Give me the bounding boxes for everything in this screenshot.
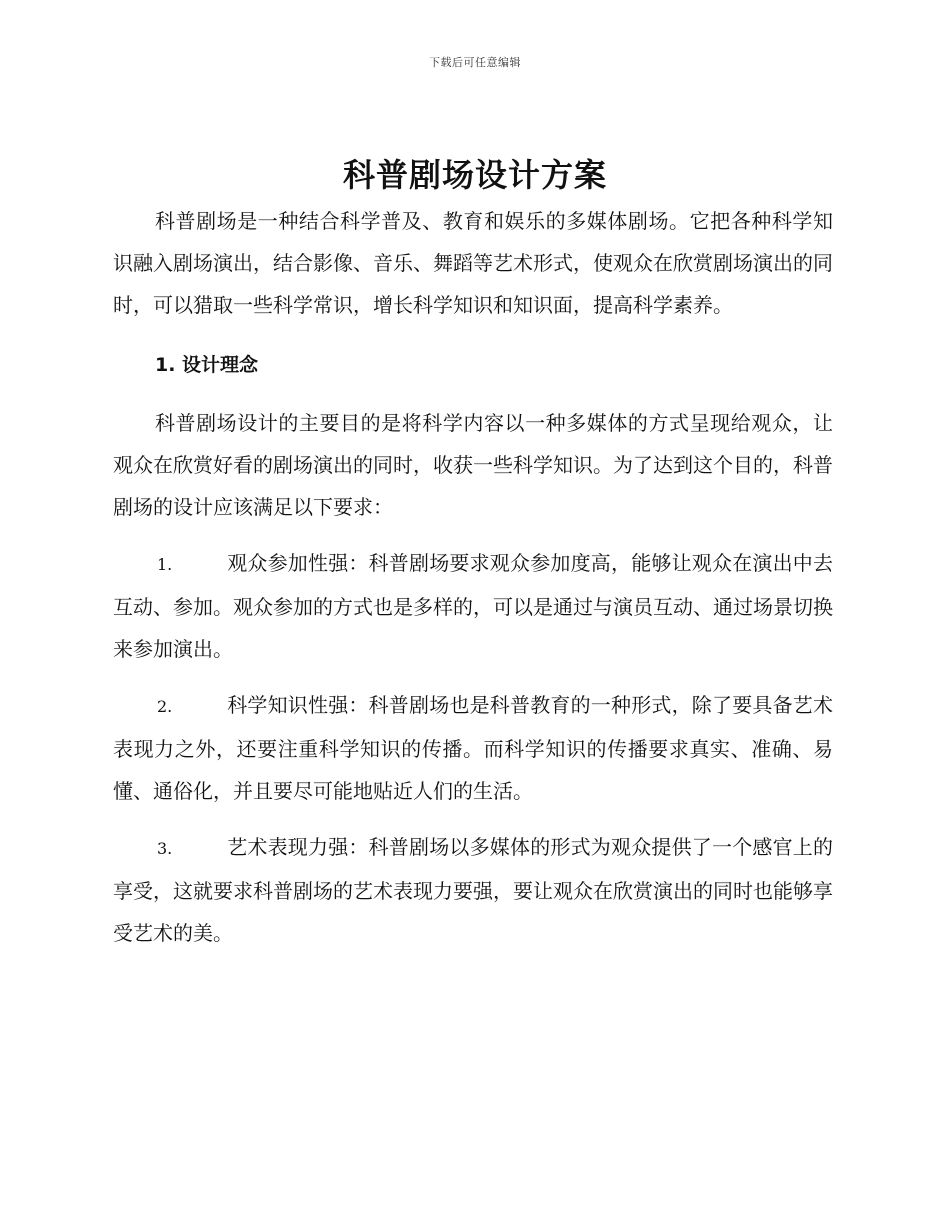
page-header-note: 下载后可任意编辑 xyxy=(429,56,521,69)
document-body xyxy=(113,200,833,954)
list-item-number: 1. xyxy=(157,555,173,574)
list-item xyxy=(113,684,833,812)
list-item xyxy=(113,826,833,954)
list-item-text: 艺术表现力强：科普剧场以多媒体的形式为观众提供了一个感官上的享受，这就要求科普剧场的艺术表现力要强，要让观众在欣赏演出的同时也能够享受艺术的美。 xyxy=(113,835,833,945)
intro-paragraph: 科普剧场是一种结合科学普及、教育和娱乐的多媒体剧场。它把各种科学知识融入剧场演出，结合影像、音乐、舞蹈等艺术形式，使观众在欣赏剧场演出的同时，可以猎取一些科学常识，增长科学知识和知识面，提高科学素养。 xyxy=(113,209,833,317)
list-item xyxy=(113,542,833,670)
list-item-number: 3. xyxy=(157,839,173,858)
list-item-text: 观众参加性强：科普剧场要求观众参加度高，能够让观众在演出中去互动、参加。观众参加的方式也是多样的，可以是通过与演员互动、通过场景切换来参加演出。 xyxy=(113,551,833,661)
list-item-number: 2. xyxy=(157,697,173,716)
section-body-paragraph: 科普剧场设计的主要目的是将科学内容以一种多媒体的方式呈现给观众，让观众在欣赏好看的剧场演出的同时，收获一些科学知识。为了达到这个目的，科普剧场的设计应该满足以下要求： xyxy=(113,411,833,519)
list-item-text: 科学知识性强：科普剧场也是科普教育的一种形式，除了要具备艺术表现力之外，还要注重科学知识的传播。而科学知识的传播要求真实、准确、易懂、通俗化，并且要尽可能地贴近人们的生活。 xyxy=(113,693,833,803)
document-title: 科普剧场设计方案 xyxy=(342,156,607,194)
section-heading-design-concept: 1. 设计理念 xyxy=(155,354,259,376)
